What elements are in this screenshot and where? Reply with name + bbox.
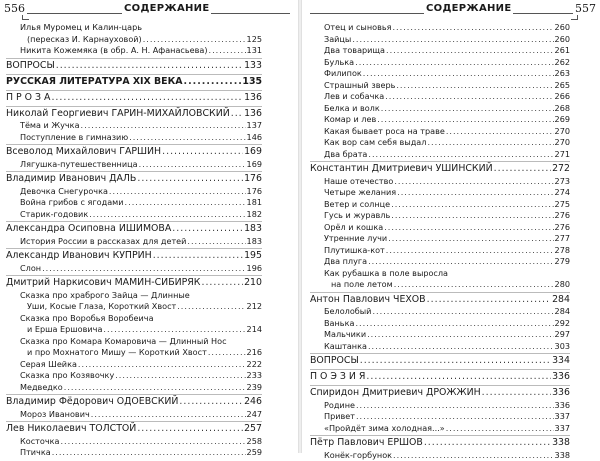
toc-entry-page: 222 [247, 359, 262, 371]
toc-entry-title: Страшный зверь [324, 80, 395, 92]
toc-entry-page: 276 [555, 222, 570, 234]
toc-entry-page: 136 [244, 91, 262, 105]
toc-entry-page: 261 [555, 45, 570, 57]
toc-entry-page: 259 [247, 447, 262, 459]
toc-entry-work [6, 159, 262, 171]
toc-entry-page: 337 [555, 423, 570, 435]
right-page [302, 0, 600, 453]
toc-entry-page: 214 [247, 324, 262, 336]
toc-entry-title: Лев Николаевич ТОЛСТОЙ [6, 422, 136, 436]
toc-entry-author [310, 292, 570, 307]
toc-entry-work [6, 382, 262, 394]
toc-entry-page: 270 [555, 137, 570, 149]
toc-entry-page: 212 [247, 301, 262, 313]
toc-entry-page: 260 [555, 34, 570, 46]
toc-entry-page: 276 [555, 210, 570, 222]
dot-leader [384, 222, 553, 234]
toc-entry-page: 216 [247, 347, 262, 359]
dot-leader [64, 382, 246, 394]
toc-entry-page: 258 [247, 436, 262, 448]
toc-entry-page: 136 [244, 107, 262, 121]
dot-leader [208, 347, 246, 359]
dot-leader [352, 34, 553, 46]
toc-entry-title: Сказка про Козявочку [20, 370, 114, 382]
dot-leader [89, 209, 245, 221]
toc-entry-title: Константин Дмитриевич УШИНСКИЙ [310, 162, 493, 176]
toc-entry-work [6, 197, 262, 209]
toc-entry-page: 297 [555, 329, 570, 341]
dot-leader [356, 411, 554, 423]
page-number: 557 [573, 2, 598, 15]
toc-entry-page: 183 [244, 222, 262, 236]
toc-entry-work [310, 306, 570, 318]
toc-entry-title: Лягушка-путешественница [20, 159, 138, 171]
toc-entry-title: История России в рассказах для детей [20, 236, 186, 248]
toc-entry-author [6, 275, 262, 290]
dot-leader [388, 233, 553, 245]
toc-entry-section [6, 58, 262, 73]
toc-entry-page: 334 [552, 354, 570, 368]
dot-leader [187, 236, 245, 248]
toc-entry-work [6, 22, 262, 34]
toc-entry-title: Поступление в гимназию [20, 132, 128, 144]
toc-entry-page: 131 [247, 45, 262, 57]
dot-leader [385, 91, 553, 103]
toc-entry-work [6, 313, 262, 325]
toc-entry-work [310, 318, 570, 330]
toc-entry-page: 272 [552, 162, 570, 176]
toc-entry-page: 146 [247, 132, 262, 144]
toc-entry-work [6, 359, 262, 371]
toc-entry-title: ВОПРОСЫ [6, 59, 55, 73]
toc-entry-section [310, 369, 570, 384]
toc-entry-title: Птичка [20, 447, 51, 459]
toc-entry-page: 284 [552, 293, 570, 307]
toc-entry-author [6, 144, 262, 159]
toc-entry-page: 247 [247, 409, 262, 421]
toc-entry-page: 181 [247, 197, 262, 209]
toc-entry-page: 182 [247, 209, 262, 221]
dot-leader [125, 197, 246, 209]
toc-entry-page: 277 [555, 233, 570, 245]
toc-entry-title: Утренние лучи [324, 233, 387, 245]
dot-leader [201, 276, 243, 290]
toc-entry-page: 273 [555, 176, 570, 188]
toc-entry-page: 292 [555, 318, 570, 330]
toc-entry-page: 266 [555, 91, 570, 103]
toc-entry-section [6, 90, 262, 105]
dot-leader [391, 210, 553, 222]
toc-entry-work [310, 103, 570, 115]
toc-entry-title: Наше отечество [324, 176, 393, 188]
toc-entry-page: 135 [242, 75, 262, 89]
toc-entry-page: 303 [555, 341, 570, 353]
toc-entry-title: Девочка Снегурочка [20, 186, 108, 198]
toc-entry-work [6, 301, 262, 313]
toc-entry-title: Четыре желания [324, 187, 396, 199]
toc-entry-title: Всеволод Михайлович ГАРШИН [6, 145, 161, 159]
toc-entry-page: 210 [244, 276, 262, 290]
toc-entry-work [310, 222, 570, 234]
toc-entry-work [310, 423, 570, 435]
dot-leader [115, 370, 245, 382]
toc-entry-page: 260 [555, 22, 570, 34]
toc-entry-work [310, 233, 570, 245]
dot-leader [209, 45, 246, 57]
toc-entry-title: Какая бывает роса на траве [324, 126, 445, 138]
dot-leader [42, 263, 245, 275]
toc-entry-title: и Ерша Ершовича [27, 324, 102, 336]
dot-leader [368, 341, 554, 353]
toc-entry-work [6, 347, 262, 359]
dot-leader [109, 186, 246, 198]
toc-entry-page: 336 [555, 400, 570, 412]
toc-entry-title: Серая Шейка [20, 359, 77, 371]
dot-leader [397, 187, 553, 199]
toc-entry-work [310, 341, 570, 353]
toc-entry-page: 169 [247, 159, 262, 171]
toc-entry-title: Слон [20, 263, 41, 275]
dot-leader [60, 436, 245, 448]
dot-leader [103, 324, 245, 336]
toc-entry-work [6, 324, 262, 336]
toc-entry-page: 239 [247, 382, 262, 394]
dot-leader [363, 68, 554, 80]
dot-leader [56, 59, 243, 73]
toc-entry-author [310, 385, 570, 400]
toc-entry-title: Уши, Косые Глаза, Короткий Хвост [27, 301, 176, 313]
toc-entry-work [310, 176, 570, 188]
dot-leader [392, 22, 553, 34]
toc-entry-page: 271 [555, 149, 570, 161]
toc-entry-title: Пётр Павлович ЕРШОВ [310, 436, 423, 450]
toc-entry-title: Владимир Фёдорович ОДОЕВСКИЙ [6, 395, 178, 409]
toc-entry-page: 278 [555, 245, 570, 257]
toc-entry-title: Булька [324, 57, 354, 69]
toc-entry-title: Мальчики [324, 329, 366, 341]
dot-leader [381, 103, 554, 115]
toc-entry-work [6, 186, 262, 198]
toc-entry-title: Николай Георгиевич ГАРИН-МИХАЙЛОВСКИЙ [6, 107, 230, 121]
toc-entry-title: Александра Осиповна ИШИМОВА [6, 222, 171, 236]
toc-entry-title: Мороз Иванович [20, 409, 90, 421]
toc-entry-page: 176 [244, 172, 262, 186]
page-number: 556 [2, 2, 27, 15]
toc-entry-title: Лев и собачка [324, 91, 384, 103]
toc-entry-title: Белолобый [324, 306, 371, 318]
toc-entry-title: на поле летом [331, 279, 393, 291]
dot-leader [143, 34, 246, 46]
dot-leader [162, 145, 243, 159]
left-page [0, 0, 298, 453]
toc-entry-page: 195 [244, 249, 262, 263]
toc-entry-page: 183 [247, 236, 262, 248]
dot-leader [51, 91, 243, 105]
toc-entry-author [6, 106, 262, 121]
dot-leader [91, 409, 246, 421]
dot-leader [424, 436, 551, 450]
toc-entry-title: (пересказ И. Карнауховой) [27, 34, 142, 46]
toc-entry-page: 265 [555, 80, 570, 92]
toc-entry-work [6, 34, 262, 46]
toc-entry-section [310, 353, 570, 368]
toc-entry-page: 338 [555, 450, 570, 461]
toc-entry-author [6, 248, 262, 263]
dot-leader [355, 57, 553, 69]
dot-leader [391, 199, 553, 211]
dot-leader [482, 386, 551, 400]
dot-leader [393, 450, 554, 461]
dot-leader [172, 222, 243, 236]
toc-entry-title: Два товарища [324, 45, 385, 57]
toc-entry-title: ВОПРОСЫ [310, 354, 359, 368]
running-header: СОДЕРЖАНИЕ [122, 3, 211, 14]
dot-leader [177, 301, 245, 313]
toc-entry-work [6, 132, 262, 144]
toc-entry-work [310, 400, 570, 412]
dot-leader [394, 176, 553, 188]
toc-entry-title: П О Э З И Я [310, 370, 365, 384]
toc-entry-work [310, 114, 570, 126]
toc-entry-title: «Пройдёт зима холодная...» [324, 423, 445, 435]
toc-entry-title: Филипок [324, 68, 362, 80]
toc-entry-title: Сказка про храброго Зайца — Длинные [20, 290, 190, 302]
toc-entry-title: Владимир Иванович ДАЛЬ [6, 172, 136, 186]
toc-entry-author [6, 421, 262, 436]
toc-entry-title: Два брата [324, 149, 367, 161]
dot-leader [355, 318, 553, 330]
toc-entry-title: Сказка про Комара Комаровича — Длинный Нос [20, 336, 227, 348]
toc-entry-work [310, 22, 570, 34]
toc-entry-title: Ванька [324, 318, 354, 330]
dot-leader [153, 249, 243, 263]
toc-entry-work [6, 236, 262, 248]
toc-entry-page: 336 [552, 370, 570, 384]
toc-entry-work [310, 268, 570, 280]
toc-entry-title: Никита Кожемяка (в обр. А. Н. Афанасьева) [20, 45, 208, 57]
toc-entry-work [310, 34, 570, 46]
dot-leader [139, 159, 246, 171]
toc-entry-work [6, 290, 262, 302]
toc-entry-page: 257 [244, 422, 262, 436]
toc-list [310, 22, 570, 461]
dot-leader [446, 423, 554, 435]
toc-entry-title: Как вор сам себя выдал [324, 137, 426, 149]
toc-entry-title: Белка и волк [324, 103, 380, 115]
dot-leader [81, 120, 246, 132]
dot-leader [137, 422, 243, 436]
toc-entry-work [6, 263, 262, 275]
toc-entry-page: 137 [247, 120, 262, 132]
toc-entry-work [310, 210, 570, 222]
toc-entry-work [310, 199, 570, 211]
dot-leader [366, 370, 551, 384]
toc-entry-work [310, 329, 570, 341]
dot-leader [368, 149, 553, 161]
toc-entry-title: Два плуга [324, 256, 367, 268]
toc-list [6, 22, 262, 459]
toc-entry-page: 169 [244, 145, 262, 159]
toc-entry-author [6, 221, 262, 236]
toc-entry-title: Как рубашка в поле выросла [324, 268, 448, 280]
toc-entry-page: 337 [555, 411, 570, 423]
toc-entry-page: 274 [555, 187, 570, 199]
dot-leader [360, 354, 551, 368]
dot-leader [446, 126, 554, 138]
toc-entry-work [310, 245, 570, 257]
toc-entry-work [310, 256, 570, 268]
toc-entry-author [6, 394, 262, 409]
dot-leader [179, 395, 243, 409]
toc-entry-title: и про Мохнатого Мишу — Короткий Хвост [27, 347, 207, 359]
dot-leader [394, 279, 554, 291]
toc-entry-author [310, 161, 570, 176]
toc-entry-page: 176 [247, 186, 262, 198]
toc-entry-title: Медведко [20, 382, 63, 394]
toc-entry-section [6, 74, 262, 89]
toc-entry-title: Война грибов с ягодами [20, 197, 124, 209]
toc-entry-page: 268 [555, 103, 570, 115]
dot-leader [184, 75, 242, 89]
toc-entry-author [310, 435, 570, 450]
toc-entry-page: 336 [552, 386, 570, 400]
toc-entry-title: Ветер и солнце [324, 199, 390, 211]
toc-entry-work [6, 409, 262, 421]
toc-entry-title: Гусь и журавль [324, 210, 390, 222]
toc-entry-title: Зайцы [324, 34, 351, 46]
toc-entry-page: 270 [555, 126, 570, 138]
dot-leader [137, 172, 243, 186]
toc-entry-page: 280 [555, 279, 570, 291]
toc-entry-title: Сказка про Воробья Воробеича [20, 313, 154, 325]
toc-entry-work [6, 436, 262, 448]
toc-entry-page: 125 [247, 34, 262, 46]
toc-entry-title: Орёл и кошка [324, 222, 383, 234]
dot-leader [386, 45, 554, 57]
toc-entry-title: Конёк-горбунок [324, 450, 392, 461]
toc-entry-work [310, 149, 570, 161]
toc-entry-work [310, 80, 570, 92]
toc-entry-title: Плутишка-кот [324, 245, 385, 257]
toc-entry-work [310, 91, 570, 103]
toc-entry-work [310, 187, 570, 199]
toc-entry-page: 133 [244, 59, 262, 73]
toc-entry-title: Старик-годовик [20, 209, 88, 221]
running-header: СОДЕРЖАНИЕ [424, 3, 513, 14]
toc-entry-page: 279 [555, 256, 570, 268]
dot-leader [386, 245, 554, 257]
toc-entry-work [310, 279, 570, 291]
toc-entry-title: Каштанка [324, 341, 367, 353]
toc-entry-page: 275 [555, 199, 570, 211]
dot-leader [494, 162, 551, 176]
toc-entry-title: Спиридон Дмитриевич ДРОЖЖИН [310, 386, 481, 400]
toc-entry-title: Отец и сыновья [324, 22, 391, 34]
toc-entry-work [6, 209, 262, 221]
dot-leader [129, 132, 245, 144]
dot-leader [231, 107, 243, 121]
toc-entry-work [310, 126, 570, 138]
toc-entry-work [310, 68, 570, 80]
toc-entry-work [310, 45, 570, 57]
toc-entry-title: Дмитрий Наркисович МАМИН-СИБИРЯК [6, 276, 200, 290]
dot-leader [78, 359, 246, 371]
toc-entry-work [310, 450, 570, 461]
toc-entry-title: Антон Павлович ЧЕХОВ [310, 293, 426, 307]
toc-entry-work [6, 120, 262, 132]
toc-entry-work [6, 370, 262, 382]
toc-entry-title: РУССКАЯ ЛИТЕРАТУРА XIX ВЕКА [6, 75, 183, 89]
toc-entry-title: Косточка [20, 436, 59, 448]
dot-leader [377, 114, 553, 126]
toc-entry-work [310, 411, 570, 423]
toc-entry-page: 263 [555, 68, 570, 80]
toc-entry-page: 338 [552, 436, 570, 450]
dot-leader [368, 256, 553, 268]
toc-entry-page: 196 [247, 263, 262, 275]
toc-entry-work [310, 137, 570, 149]
dot-leader [396, 80, 553, 92]
toc-entry-title: П Р О З А [6, 91, 50, 105]
toc-entry-page: 262 [555, 57, 570, 69]
dot-leader [372, 306, 553, 318]
toc-entry-title: Александр Иванович КУПРИН [6, 249, 152, 263]
dot-leader [427, 293, 551, 307]
toc-entry-work [6, 45, 262, 57]
toc-entry-work [6, 336, 262, 348]
toc-entry-work [310, 57, 570, 69]
toc-entry-title: Илья Муромец и Калин-царь [20, 22, 142, 34]
toc-entry-author [6, 171, 262, 186]
toc-entry-title: Комар и лев [324, 114, 376, 126]
dot-leader [367, 329, 553, 341]
toc-entry-page: 246 [244, 395, 262, 409]
dot-leader [427, 137, 553, 149]
toc-entry-page: 233 [247, 370, 262, 382]
toc-entry-title: Привет [324, 411, 355, 423]
toc-entry-title: Тёма и Жучка [20, 120, 80, 132]
toc-entry-title: Родине [324, 400, 355, 412]
toc-entry-page: 269 [555, 114, 570, 126]
dot-leader [356, 400, 554, 412]
toc-entry-page: 284 [555, 306, 570, 318]
